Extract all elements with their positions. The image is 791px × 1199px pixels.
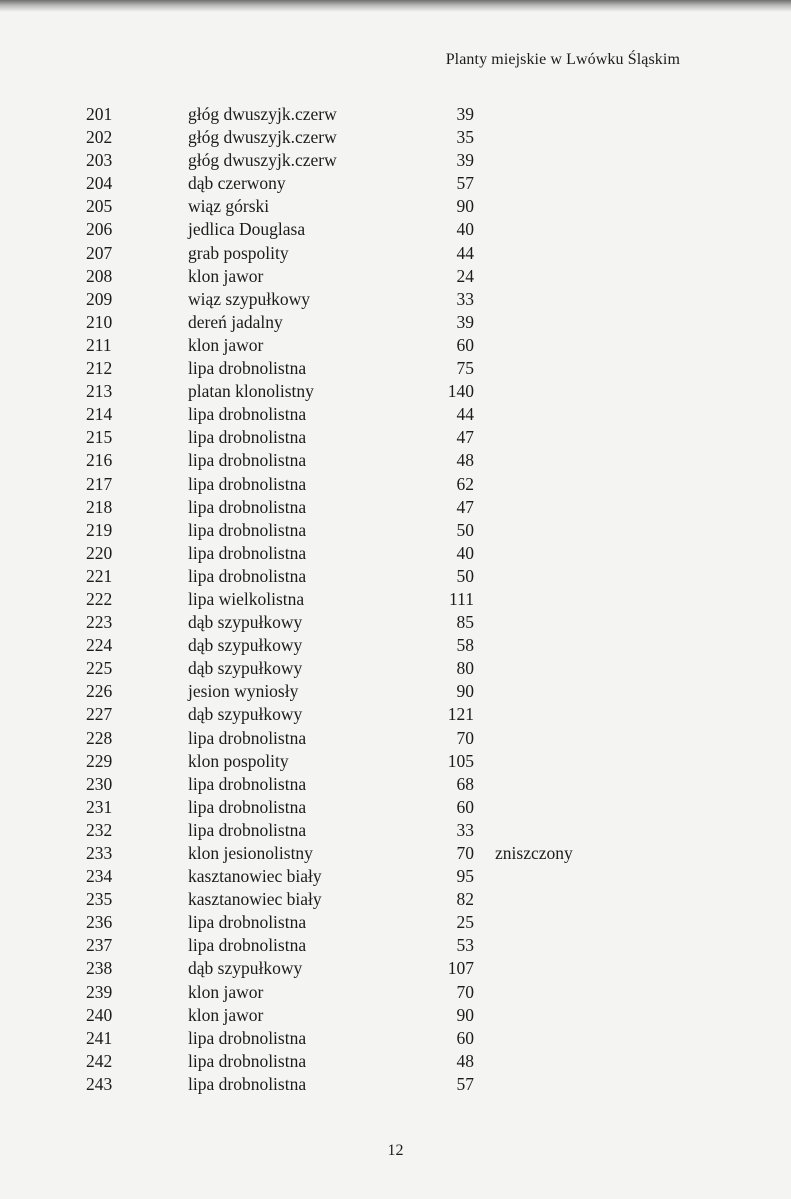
species-name: wiąz szypułkowy xyxy=(188,288,310,309)
tree-number: 209 xyxy=(86,288,113,309)
trunk-measurement: 39 xyxy=(456,150,474,171)
tree-number: 228 xyxy=(86,727,113,748)
tree-number: 235 xyxy=(86,889,113,910)
tree-number: 217 xyxy=(86,473,113,494)
species-name: grab pospolity xyxy=(188,242,289,263)
trunk-measurement: 140 xyxy=(447,381,474,402)
tree-number: 242 xyxy=(86,1050,113,1071)
tree-number: 239 xyxy=(86,981,113,1002)
tree-number: 201 xyxy=(86,104,113,124)
trunk-measurement: 44 xyxy=(456,242,474,263)
trunk-measurement: 48 xyxy=(456,450,474,471)
table-row xyxy=(0,542,791,565)
tree-number: 227 xyxy=(86,704,113,725)
trunk-measurement: 50 xyxy=(456,565,474,586)
table-row xyxy=(0,311,791,334)
tree-number: 214 xyxy=(86,404,113,425)
trunk-measurement: 62 xyxy=(456,473,474,494)
table-row xyxy=(0,634,791,657)
tree-number: 206 xyxy=(86,219,113,240)
tree-number: 234 xyxy=(86,866,113,887)
trunk-measurement: 111 xyxy=(449,588,474,609)
trunk-measurement: 90 xyxy=(456,1004,474,1025)
trunk-measurement: 80 xyxy=(456,658,474,679)
table-row xyxy=(0,773,791,796)
species-name: klon jawor xyxy=(188,1004,264,1025)
species-name: lipa drobnolistna xyxy=(188,427,307,448)
species-name: klon jawor xyxy=(188,265,264,286)
table-row xyxy=(0,888,791,911)
species-name: lipa drobnolistna xyxy=(188,935,307,956)
table-row xyxy=(0,288,791,311)
table-row xyxy=(0,680,791,703)
species-name: dąb szypułkowy xyxy=(188,635,303,656)
trunk-measurement: 57 xyxy=(456,173,474,194)
table-row xyxy=(0,957,791,980)
tree-number: 240 xyxy=(86,1004,113,1025)
species-name: lipa wielkolistna xyxy=(188,588,305,609)
table-row xyxy=(0,357,791,380)
running-header: Planty miejskie w Lwówku Śląskim xyxy=(445,51,680,68)
tree-number: 223 xyxy=(86,612,113,633)
trunk-measurement: 121 xyxy=(447,704,474,725)
species-name: lipa drobnolistna xyxy=(188,473,307,494)
trunk-measurement: 75 xyxy=(456,358,474,379)
trunk-measurement: 47 xyxy=(456,427,474,448)
tree-number: 216 xyxy=(86,450,113,471)
trunk-measurement: 58 xyxy=(456,635,474,656)
trunk-measurement: 25 xyxy=(456,912,474,933)
trunk-measurement: 35 xyxy=(456,127,474,148)
trunk-measurement: 57 xyxy=(456,1073,474,1094)
table-row xyxy=(0,842,791,865)
tree-number: 203 xyxy=(86,150,113,171)
tree-number: 225 xyxy=(86,658,113,679)
tree-number: 229 xyxy=(86,750,113,771)
species-name: lipa drobnolistna xyxy=(188,1050,307,1071)
species-name: klon jawor xyxy=(188,981,264,1002)
table-row xyxy=(0,1004,791,1027)
species-name: dąb szypułkowy xyxy=(188,658,303,679)
trunk-measurement: 105 xyxy=(447,750,474,771)
tree-number: 210 xyxy=(86,311,113,332)
species-name: dąb szypułkowy xyxy=(188,704,303,725)
trunk-measurement: 39 xyxy=(456,104,474,124)
tree-number: 233 xyxy=(86,843,113,863)
tree-number: 215 xyxy=(86,427,113,448)
table-row xyxy=(0,334,791,357)
table-row xyxy=(0,149,791,172)
table-row xyxy=(0,473,791,496)
species-name: dąb czerwony xyxy=(188,173,286,194)
tree-number: 231 xyxy=(86,796,113,817)
table-row xyxy=(0,819,791,842)
tree-number: 237 xyxy=(86,935,113,956)
species-name: lipa drobnolistna xyxy=(188,358,307,379)
tree-number: 236 xyxy=(86,912,113,933)
species-name: kasztanowiec biały xyxy=(188,889,322,910)
species-name: wiąz górski xyxy=(188,196,270,217)
table-row xyxy=(0,934,791,957)
trunk-measurement: 95 xyxy=(456,866,474,887)
species-name: lipa drobnolistna xyxy=(188,1027,307,1048)
table-row xyxy=(0,449,791,472)
table-row xyxy=(0,657,791,680)
species-name: jesion wyniosły xyxy=(188,681,299,702)
tree-number: 230 xyxy=(86,773,113,794)
trunk-measurement: 47 xyxy=(456,496,474,517)
tree-number: 211 xyxy=(86,334,112,355)
table-row xyxy=(0,981,791,1004)
tree-number: 222 xyxy=(86,588,113,609)
tree-number: 238 xyxy=(86,958,113,979)
species-name: głóg dwuszyjk.czerw xyxy=(188,104,337,124)
trunk-measurement: 90 xyxy=(456,681,474,702)
trunk-measurement: 70 xyxy=(456,843,474,863)
species-name: lipa drobnolistna xyxy=(188,773,307,794)
table-row xyxy=(0,611,791,634)
species-name: dąb szypułkowy xyxy=(188,958,303,979)
table-row xyxy=(0,750,791,773)
species-name: kasztanowiec biały xyxy=(188,866,322,887)
tree-number: 224 xyxy=(86,635,113,656)
trunk-measurement: 44 xyxy=(456,404,474,425)
tree-number: 219 xyxy=(86,519,113,540)
tree-number: 232 xyxy=(86,819,113,840)
trunk-measurement: 68 xyxy=(456,773,474,794)
table-row xyxy=(0,103,791,126)
condition-note: zniszczony xyxy=(495,843,573,863)
table-row xyxy=(0,703,791,726)
table-row xyxy=(0,172,791,195)
table-row xyxy=(0,195,791,218)
table-row xyxy=(0,865,791,888)
tree-number: 207 xyxy=(86,242,113,263)
table-row xyxy=(0,588,791,611)
table-row xyxy=(0,1027,791,1050)
tree-number: 241 xyxy=(86,1027,113,1048)
trunk-measurement: 60 xyxy=(456,334,474,355)
trunk-measurement: 60 xyxy=(456,796,474,817)
tree-number: 221 xyxy=(86,565,113,586)
table-row xyxy=(0,265,791,288)
species-name: klon jesionolistny xyxy=(188,843,313,863)
species-name: lipa drobnolistna xyxy=(188,727,307,748)
species-name: klon jawor xyxy=(188,334,264,355)
tree-number: 205 xyxy=(86,196,113,217)
table-row xyxy=(0,727,791,750)
tree-number: 202 xyxy=(86,127,113,148)
table-row xyxy=(0,1050,791,1073)
trunk-measurement: 82 xyxy=(456,889,474,910)
page-number: 12 xyxy=(387,1142,404,1159)
species-name: lipa drobnolistna xyxy=(188,796,307,817)
trunk-measurement: 70 xyxy=(456,727,474,748)
species-name: jedlica Douglasa xyxy=(188,219,306,240)
table-row xyxy=(0,218,791,241)
species-name: lipa drobnolistna xyxy=(188,912,307,933)
species-name: platan klonolistny xyxy=(188,381,314,402)
table-row xyxy=(0,126,791,149)
table-row xyxy=(0,1073,791,1096)
tree-number: 218 xyxy=(86,496,113,517)
table-row xyxy=(0,380,791,403)
species-name: klon pospolity xyxy=(188,750,289,771)
tree-number: 204 xyxy=(86,173,113,194)
trunk-measurement: 48 xyxy=(456,1050,474,1071)
table-row xyxy=(0,565,791,588)
species-name: lipa drobnolistna xyxy=(188,519,307,540)
species-name: dąb szypułkowy xyxy=(188,612,303,633)
trunk-measurement: 50 xyxy=(456,519,474,540)
table-row xyxy=(0,519,791,542)
trunk-measurement: 33 xyxy=(456,288,474,309)
table-row xyxy=(0,796,791,819)
scan-edge-shadow xyxy=(0,0,791,12)
trunk-measurement: 39 xyxy=(456,311,474,332)
species-name: lipa drobnolistna xyxy=(188,565,307,586)
trunk-measurement: 60 xyxy=(456,1027,474,1048)
trunk-measurement: 40 xyxy=(456,542,474,563)
tree-number: 243 xyxy=(86,1073,113,1094)
trunk-measurement: 85 xyxy=(456,612,474,633)
tree-inventory-table xyxy=(0,103,791,1096)
species-name: dereń jadalny xyxy=(188,311,283,332)
species-name: lipa drobnolistna xyxy=(188,1073,307,1094)
table-row xyxy=(0,403,791,426)
table-row xyxy=(0,242,791,265)
species-name: lipa drobnolistna xyxy=(188,819,307,840)
tree-number: 220 xyxy=(86,542,113,563)
trunk-measurement: 33 xyxy=(456,819,474,840)
trunk-measurement: 40 xyxy=(456,219,474,240)
trunk-measurement: 53 xyxy=(456,935,474,956)
tree-number: 213 xyxy=(86,381,113,402)
species-name: lipa drobnolistna xyxy=(188,496,307,517)
species-name: lipa drobnolistna xyxy=(188,450,307,471)
table-row xyxy=(0,426,791,449)
species-name: głóg dwuszyjk.czerw xyxy=(188,127,337,148)
trunk-measurement: 107 xyxy=(447,958,474,979)
table-row xyxy=(0,911,791,934)
species-name: głóg dwuszyjk.czerw xyxy=(188,150,337,171)
trunk-measurement: 90 xyxy=(456,196,474,217)
species-name: lipa drobnolistna xyxy=(188,542,307,563)
tree-number: 208 xyxy=(86,265,113,286)
trunk-measurement: 70 xyxy=(456,981,474,1002)
tree-number: 226 xyxy=(86,681,113,702)
species-name: lipa drobnolistna xyxy=(188,404,307,425)
trunk-measurement: 24 xyxy=(456,265,474,286)
tree-number: 212 xyxy=(86,358,113,379)
table-row xyxy=(0,496,791,519)
